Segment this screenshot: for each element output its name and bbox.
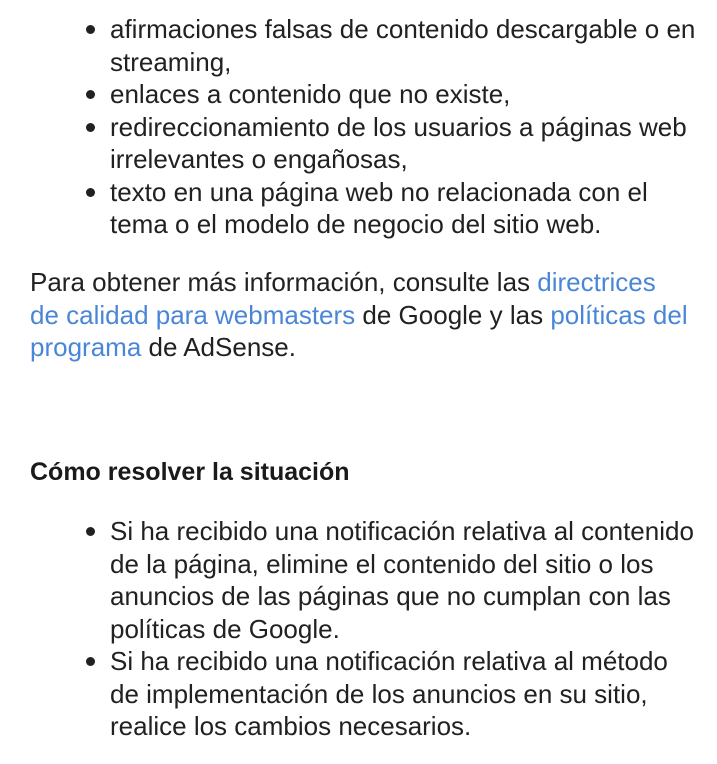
list-item: texto en una página web no relacionada con el tema o el modelo de negocio del sitio web.: [110, 176, 700, 241]
info-text-middle: de Google y las: [355, 299, 551, 330]
list-item: afirmaciones falsas de contenido descargable o en streaming,: [110, 13, 700, 78]
info-text-before: Para obtener más información, consulte las: [30, 267, 538, 297]
violations-list: [110, 13, 700, 241]
info-text-after: de AdSense.: [141, 332, 296, 362]
webmaster-guidelines-link[interactable]: directrices de calidad para webmasters: [30, 267, 656, 330]
program-policies-link[interactable]: políticas del programa: [30, 299, 688, 362]
list-item: Si ha recibido una notificación relativa al método de implementación de los anuncios en su sitio, realice los cambios necesarios.: [110, 645, 700, 743]
list-item: redireccionamiento de los usuarios a páginas web irrelevantes o engañosas,: [110, 111, 700, 176]
info-paragraph: [30, 266, 690, 364]
resolution-steps-list: [110, 515, 700, 743]
list-item: Si ha recibido una notificación relativa al contenido de la página, elimine el contenido del sitio o los anuncios de las páginas que no cumplan con las políticas de Google.: [110, 515, 700, 645]
list-item: enlaces a contenido que no existe,: [110, 78, 700, 111]
section-heading: Cómo resolver la situación: [30, 458, 350, 486]
